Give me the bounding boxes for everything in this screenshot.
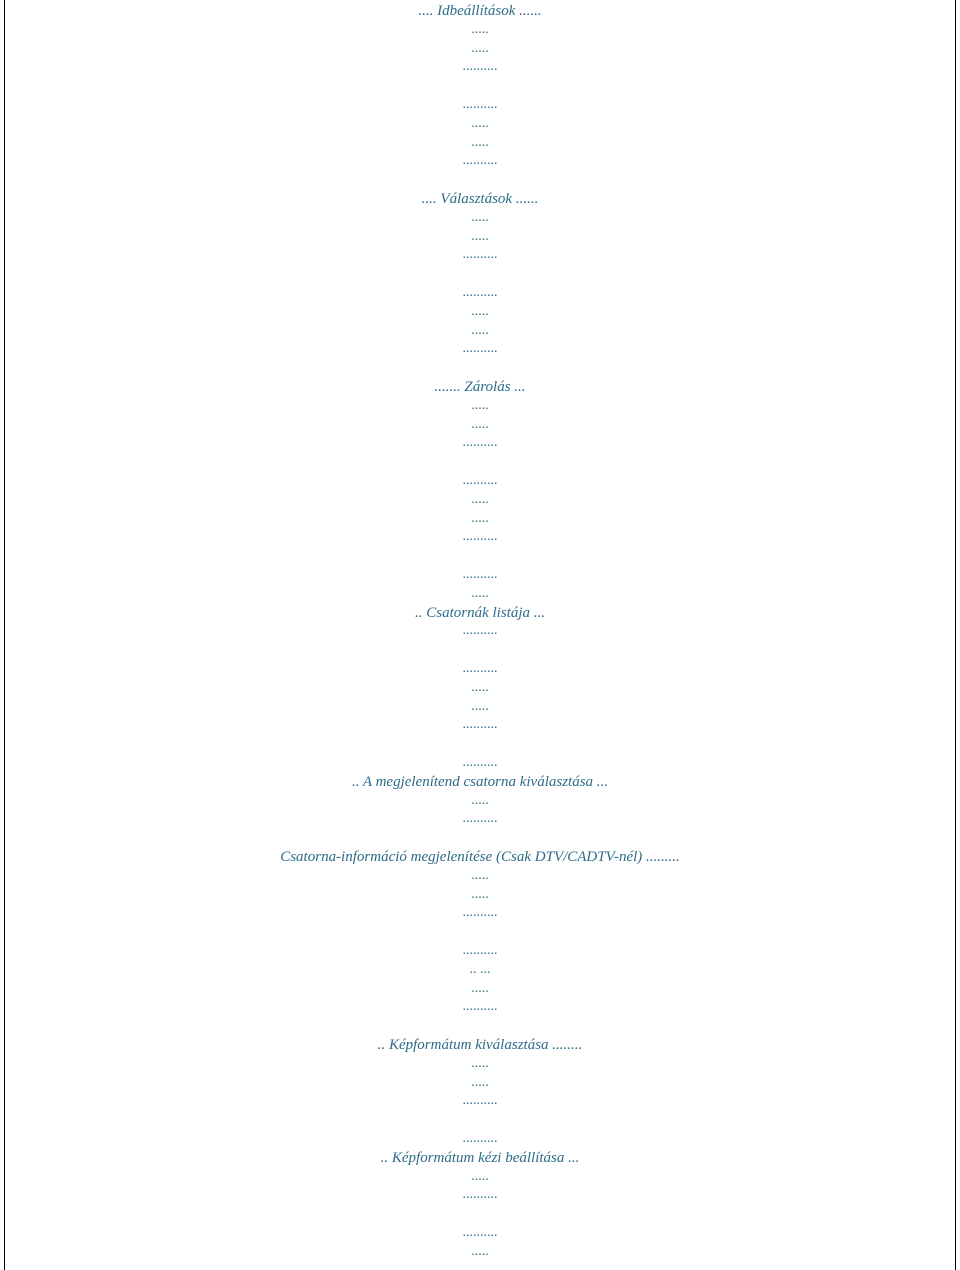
dot-leader-line: .......... bbox=[462, 623, 498, 639]
dot-leader-line: ..... bbox=[471, 510, 489, 526]
dot-leader-line: .......... bbox=[462, 285, 498, 300]
dot-leader-line: ..... bbox=[471, 1168, 489, 1184]
blank-line bbox=[0, 641, 960, 659]
dot-leader-line: .......... bbox=[462, 341, 498, 357]
blank-line bbox=[0, 453, 960, 471]
dot-leader-line: .......... bbox=[462, 247, 498, 263]
dot-leader-line: .......... bbox=[462, 999, 498, 1015]
section-heading: .... Idbeállítások ...... bbox=[418, 3, 542, 19]
dot-leader-line: ..... bbox=[471, 491, 489, 507]
blank-line bbox=[0, 265, 960, 283]
dot-leader-line: .......... bbox=[462, 661, 498, 676]
blank-line bbox=[0, 77, 960, 95]
dot-leader-line: .......... bbox=[462, 529, 498, 545]
blank-line bbox=[0, 359, 960, 377]
dot-leader-line: ..... bbox=[471, 1243, 489, 1259]
section-heading: .. Képformátum kézi beállítása ... bbox=[380, 1149, 580, 1166]
dot-leader-line: .......... bbox=[462, 943, 498, 958]
section-heading: .. A megjelenítend csatorna kiválasztása ... bbox=[351, 773, 609, 790]
dot-leader-line: ..... bbox=[471, 115, 489, 131]
dot-leader-line: .. ... bbox=[469, 961, 491, 977]
dot-leader-line: ..... bbox=[471, 40, 489, 56]
dot-leader-line: .......... bbox=[462, 1093, 498, 1109]
dot-leader-line: .......... bbox=[462, 59, 498, 75]
blank-line bbox=[0, 735, 960, 753]
dot-leader-line: .......... bbox=[462, 811, 498, 827]
dot-leader-line: ..... bbox=[471, 886, 489, 902]
section-heading: .. Képformátum kiválasztása ........ bbox=[377, 1037, 583, 1053]
dot-leader-line: .......... bbox=[462, 435, 498, 451]
dot-leader-line: ..... bbox=[471, 792, 489, 808]
blank-line bbox=[0, 923, 960, 941]
dot-leader-line: .......... bbox=[462, 755, 498, 770]
blank-line bbox=[0, 1205, 960, 1223]
dot-leader-line: ..... bbox=[471, 322, 489, 338]
dot-leader-line: ..... bbox=[471, 228, 489, 244]
dot-leader-line: ..... bbox=[471, 1074, 489, 1090]
dot-leader-line: ..... bbox=[471, 397, 489, 413]
dot-leader-line: .......... bbox=[462, 717, 498, 733]
dot-leader-line: .......... bbox=[462, 1225, 498, 1240]
dot-leader-line: ..... bbox=[471, 867, 489, 883]
dot-leader-line: .......... bbox=[462, 97, 498, 112]
dot-leader-line: ..... bbox=[471, 416, 489, 432]
section-heading: .. Csatornák listája ... bbox=[414, 604, 545, 621]
dot-leader-line: .......... bbox=[462, 905, 498, 921]
dot-leader-line: ..... bbox=[471, 980, 489, 996]
dot-leader-line: ..... bbox=[471, 679, 489, 695]
dot-leader-line: .......... bbox=[462, 1187, 498, 1203]
dot-leader-line: .......... bbox=[462, 567, 498, 582]
blank-line bbox=[0, 547, 960, 565]
dot-leader-line: ..... bbox=[471, 303, 489, 319]
dot-leader-line: ..... bbox=[471, 21, 489, 37]
dot-leader-line: ..... bbox=[471, 585, 489, 601]
blank-line bbox=[0, 171, 960, 189]
dot-leader-line: ..... bbox=[471, 698, 489, 714]
dot-leader-line: .......... bbox=[462, 153, 498, 169]
section-heading: Csatorna-információ megjelenítése (Csak DTV/CADTV-nél) ......... bbox=[280, 849, 680, 865]
blank-line bbox=[0, 829, 960, 847]
dot-leader-line: .......... bbox=[462, 1131, 498, 1146]
dot-leader-line: ..... bbox=[471, 1055, 489, 1071]
dot-leader-line: .......... bbox=[462, 473, 498, 488]
blank-line bbox=[0, 1017, 960, 1035]
dot-leader-line: ..... bbox=[471, 209, 489, 225]
dot-leader-line: ..... bbox=[471, 134, 489, 150]
section-heading: .... Választások ...... bbox=[421, 191, 539, 207]
blank-line bbox=[0, 1111, 960, 1129]
section-heading: ....... Zárolás ... bbox=[434, 379, 526, 395]
